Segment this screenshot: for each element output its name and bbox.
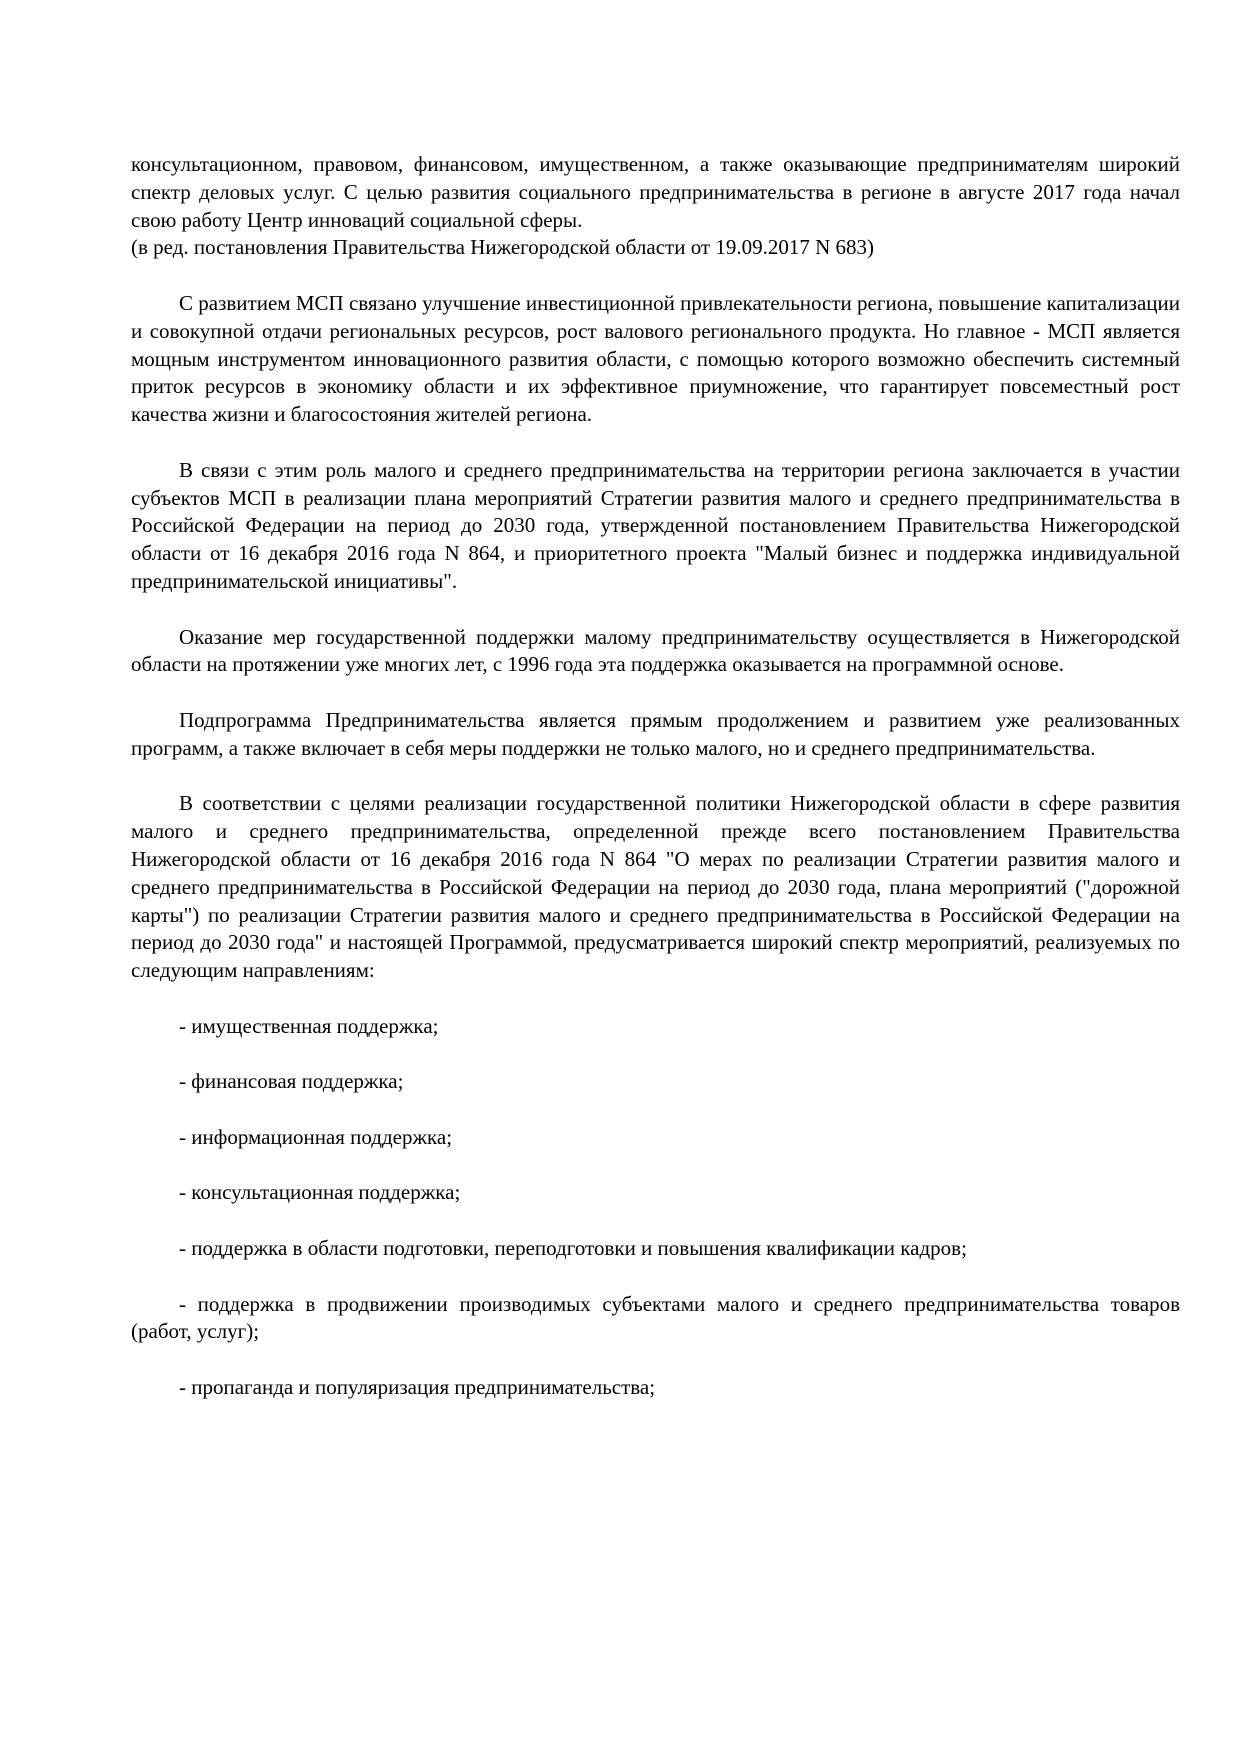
list-item: - консультационная поддержка; <box>179 1180 461 1205</box>
paragraph: В связи с этим роль малого и среднего предпринимательства на территории региона заключается в участии субъектов МСП в реализации плана мероприятий Стратегии развития малого и среднего предпринимательства в Российской Федерации на период до 2030 года, утвержденной постановлением Правительства Нижегородской области от 16 декабря 2016 года N 864, и приоритетного проекта "Малый бизнес и поддержка индивидуальной предпринимательской инициативы". <box>131 457 1180 593</box>
document-page <box>131 151 1180 1430</box>
list-item: - пропаганда и популяризация предпринимательства; <box>179 1375 656 1400</box>
list-item: - информационная поддержка; <box>179 1124 453 1149</box>
paragraph: С развитием МСП связано улучшение инвестиционной привлекательности региона, повышение капитализации и совокупной отдачи региональных ресурсов, рост валового регионального продукта. Но главное - МСП является мощным инструментом инновационного развития области, с помощью которого возможно обеспечить системный приток ресурсов в экономику области и их эффективное приумножение, что гарантирует повсеместный рост качества жизни и благосостояния жителей региона. <box>131 290 1180 427</box>
paragraph: В соответствии с целями реализации государственной политики Нижегородской области в сфере развития малого и среднего предпринимательства, определенной прежде всего постановлением Правительства Нижегородской области от 16 декабря 2016 года N 864 "О мерах по реализации Стратегии развития малого и среднего предпринимательства в Российской Федерации на период до 2030 года, плана мероприятий ("дорожной карты") по реализации Стратегии развития малого и среднего предпринимательства в Российской Федерации на период до 2030 года" и настоящей Программой, предусматривается широкий спектр мероприятий, реализуемых по следующим направлениям: <box>131 791 1180 983</box>
amendment-note: (в ред. постановления Правительства Нижегородской области от 19.09.2017 N 683) <box>131 235 875 260</box>
paragraph: Подпрограмма Предпринимательства является прямым продолжением и развитием уже реализованных программ, а также включает в себя меры поддержки не только малого, но и среднего предпринимательства. <box>131 707 1180 760</box>
list-item: - имущественная поддержка; <box>179 1013 439 1038</box>
list-item: - поддержка в области подготовки, переподготовки и повышения квалификации кадров; <box>179 1236 967 1261</box>
paragraph: Оказание мер государственной поддержки малому предпринимательству осуществляется в Нижегородской области на протяжении уже многих лет, с 1996 года эта поддержка оказывается на программной основе. <box>131 624 1180 677</box>
list-item: - поддержка в продвижении производимых субъектами малого и среднего предпринимательства товаров (работ, услуг); <box>131 1291 1180 1344</box>
paragraph-continuation: консультационном, правовом, финансовом, имущественном, а также оказывающие предпринимателям широкий спектр деловых услуг. С целью развития социального предпринимательства в регионе в августе 2017 года начал свою работу Центр инноваций социальной сферы. <box>131 152 1180 232</box>
list-item: - финансовая поддержка; <box>179 1069 404 1094</box>
